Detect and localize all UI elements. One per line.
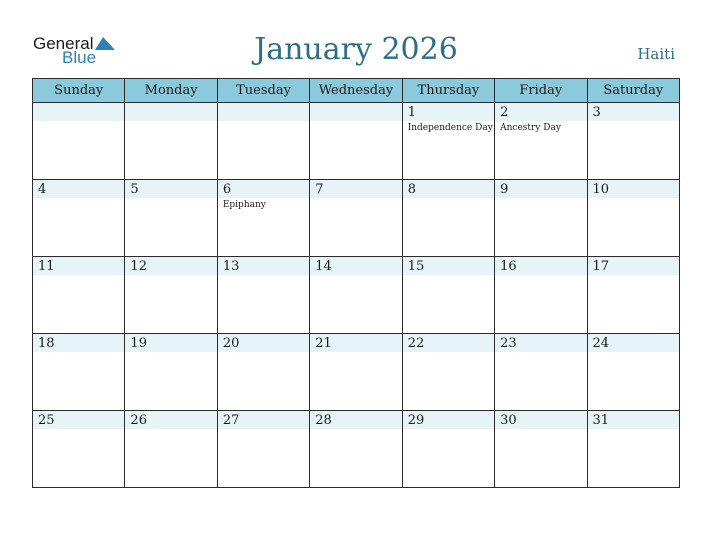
day-cell-band bbox=[310, 180, 401, 198]
day-number: 17 bbox=[592, 259, 610, 274]
weekday-header: Friday bbox=[495, 79, 587, 103]
calendar-body bbox=[33, 103, 680, 488]
day-number: 8 bbox=[407, 182, 416, 197]
page-title: January 2026 bbox=[254, 32, 458, 67]
day-cell bbox=[125, 103, 217, 180]
day-number: 24 bbox=[592, 336, 610, 351]
holiday-label: Ancestry Day bbox=[500, 123, 561, 133]
day-number: 12 bbox=[130, 259, 147, 274]
day-cell bbox=[217, 103, 309, 180]
day-cell bbox=[217, 411, 309, 488]
logo-text-blue: Blue bbox=[62, 48, 97, 67]
day-cell bbox=[310, 334, 402, 411]
week-row bbox=[33, 334, 680, 411]
day-cell bbox=[33, 257, 125, 334]
day-cell bbox=[587, 334, 679, 411]
day-number: 30 bbox=[500, 413, 517, 428]
day-number: 15 bbox=[407, 259, 425, 274]
day-number: 18 bbox=[38, 336, 55, 351]
weekday-header: Monday bbox=[125, 79, 217, 103]
week-row bbox=[33, 411, 680, 488]
day-cell-band bbox=[218, 103, 309, 121]
day-number: 6 bbox=[222, 182, 232, 197]
day-cell-band bbox=[125, 180, 216, 198]
day-cell-band bbox=[403, 180, 494, 198]
holiday-label: Epiphany bbox=[222, 200, 266, 210]
day-cell bbox=[402, 103, 494, 180]
day-number: 26 bbox=[130, 413, 147, 428]
day-cell bbox=[587, 411, 679, 488]
week-row bbox=[33, 257, 680, 334]
day-cell bbox=[310, 103, 402, 180]
day-number: 31 bbox=[592, 413, 610, 428]
day-cell bbox=[217, 180, 309, 257]
day-cell bbox=[402, 180, 494, 257]
day-number: 2 bbox=[500, 105, 509, 120]
day-number: 20 bbox=[222, 336, 240, 351]
day-cell bbox=[587, 103, 679, 180]
day-number: 29 bbox=[407, 413, 425, 428]
day-cell bbox=[33, 411, 125, 488]
day-cell bbox=[402, 257, 494, 334]
day-number: 1 bbox=[407, 105, 416, 120]
day-number: 25 bbox=[38, 413, 55, 428]
day-number: 19 bbox=[130, 336, 147, 351]
day-cell-band bbox=[218, 180, 309, 198]
day-number: 16 bbox=[500, 259, 517, 274]
week-row bbox=[33, 103, 680, 180]
holiday-label: Independence Day bbox=[407, 123, 493, 133]
day-cell-band bbox=[33, 180, 124, 198]
day-cell bbox=[495, 257, 587, 334]
day-cell bbox=[495, 411, 587, 488]
day-cell bbox=[310, 180, 402, 257]
day-number: 28 bbox=[315, 413, 332, 428]
weekday-header: Sunday bbox=[33, 79, 125, 103]
day-cell-band bbox=[495, 180, 586, 198]
day-number: 10 bbox=[592, 182, 610, 197]
day-number: 21 bbox=[315, 336, 332, 351]
day-number: 4 bbox=[38, 182, 47, 197]
day-cell bbox=[33, 103, 125, 180]
day-number: 3 bbox=[592, 105, 601, 120]
day-cell-band bbox=[33, 103, 124, 121]
day-cell-band bbox=[495, 103, 586, 121]
weekday-header: Tuesday bbox=[217, 79, 309, 103]
day-cell-band bbox=[588, 103, 679, 121]
day-number: 13 bbox=[222, 259, 240, 274]
week-row bbox=[33, 180, 680, 257]
day-cell-band bbox=[125, 103, 216, 121]
day-number: 22 bbox=[407, 336, 425, 351]
day-cell bbox=[587, 180, 679, 257]
day-cell bbox=[310, 411, 402, 488]
day-number: 11 bbox=[38, 259, 55, 274]
day-cell bbox=[495, 103, 587, 180]
day-cell bbox=[33, 334, 125, 411]
day-number: 5 bbox=[130, 182, 139, 197]
weekday-header: Thursday bbox=[402, 79, 494, 103]
day-cell bbox=[402, 411, 494, 488]
day-cell bbox=[125, 180, 217, 257]
day-number: 14 bbox=[315, 259, 332, 274]
day-number: 9 bbox=[500, 182, 509, 197]
day-cell bbox=[217, 257, 309, 334]
day-cell bbox=[402, 334, 494, 411]
day-cell bbox=[33, 180, 125, 257]
day-number: 7 bbox=[315, 182, 324, 197]
day-cell bbox=[587, 257, 679, 334]
day-cell-band bbox=[403, 103, 494, 121]
day-cell bbox=[217, 334, 309, 411]
weekday-header: Saturday bbox=[587, 79, 679, 103]
calendar-grid bbox=[32, 78, 680, 488]
weekday-header-row bbox=[33, 79, 680, 103]
day-cell-band bbox=[310, 103, 401, 121]
weekday-header: Wednesday bbox=[310, 79, 402, 103]
day-cell bbox=[125, 257, 217, 334]
day-cell bbox=[310, 257, 402, 334]
country-label: Haiti bbox=[637, 45, 675, 63]
day-number: 27 bbox=[222, 413, 240, 428]
day-cell bbox=[125, 334, 217, 411]
day-number: 23 bbox=[500, 336, 517, 351]
day-cell bbox=[125, 411, 217, 488]
logo-text-general: General bbox=[33, 34, 94, 53]
day-cell bbox=[495, 334, 587, 411]
day-cell bbox=[495, 180, 587, 257]
